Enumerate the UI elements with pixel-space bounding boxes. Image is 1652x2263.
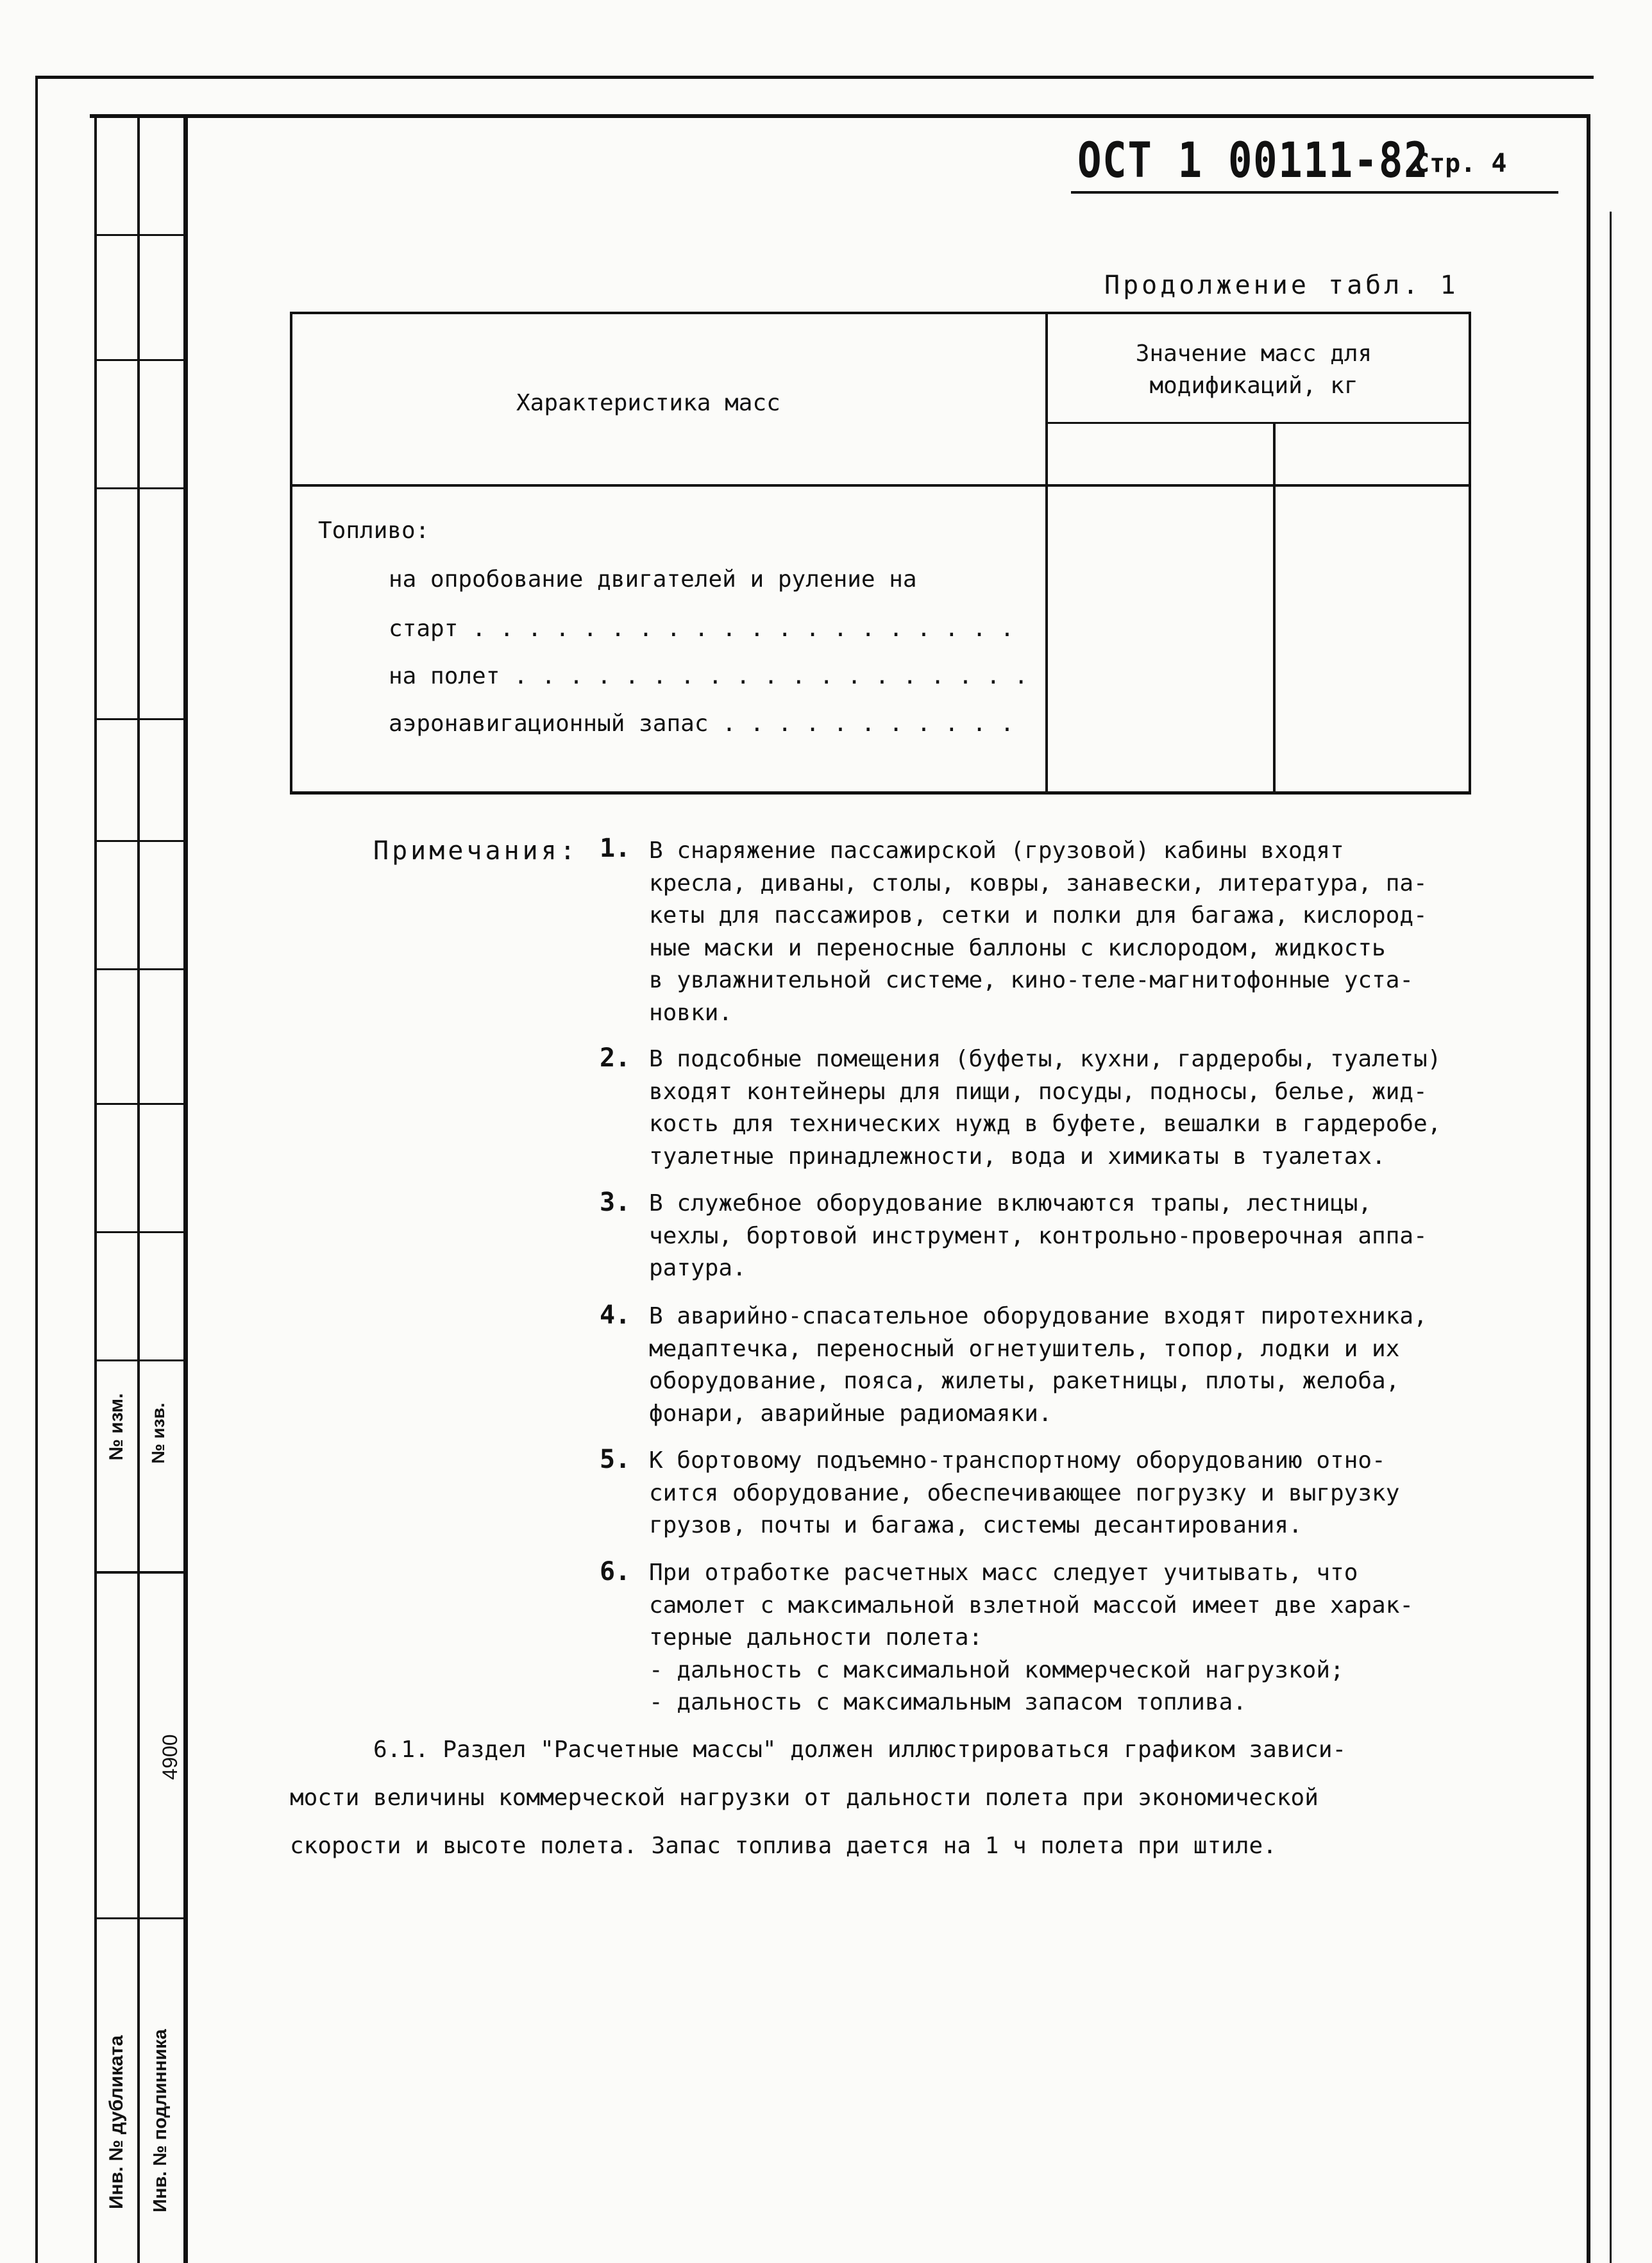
margin-col-a [94,114,97,2263]
margin-rule [94,1103,184,1105]
table-border-bottom [290,791,1471,795]
note-text: В подсобные помещения (буфеты, кухни, гардеробы, туалеты) входят контейнеры для пищи, посуды, подносы, белье, жид- кость для технических нужд в буфете, вешалки в гардеробе, туалетные принадлежности, вода и химикаты в туалетах. [649,1046,1442,1170]
page-label: Стр. 4 [1414,149,1507,178]
margin-rule [94,1571,184,1574]
margin-rule [94,718,184,720]
note-number: 6. [600,1557,631,1586]
table-subheader-rule [1045,422,1471,424]
notes-label: Примечания: [373,836,578,866]
doc-code: ОСТ 1 00111-82 [1077,131,1429,189]
margin-dublikat-label: Инв. № дубликата [106,2035,127,2209]
margin-rule [94,840,184,842]
table-subcol-divider [1273,422,1276,795]
frame-top-inner [90,114,1590,118]
table-border-left [290,312,292,795]
margin-rule [94,1359,184,1361]
table-row-flight: на полет . . . . . . . . . . . . . . . . . . . [389,663,1028,689]
margin-col-b [137,114,140,2263]
table-row-start: старт . . . . . . . . . . . . . . . . . . . . [389,616,1015,642]
margin-rule [94,1917,184,1919]
note-number: 3. [600,1188,631,1217]
note-text: При отработке расчетных масс следует учитывать, что самолет с максимальной взлетной массой имеет две харак- терные дальности полета: - дальность с максимальной коммерческой нагрузкой; - дальность с максимальным запасом топлива. [649,1560,1414,1715]
frame-left-inner [183,114,188,2263]
table-border-right [1469,312,1471,795]
table-row-fuel: Топливо: [318,517,430,544]
margin-rule [94,359,184,361]
frame-left-outer [35,76,38,2263]
margin-inv-number: 4900 [158,1734,181,1780]
margin-rule [94,968,184,970]
paragraph-line: 6.1. Раздел "Расчетные массы" должен иллюстрироваться графиком зависи- [373,1737,1347,1763]
col1-header: Характеристика масс [516,390,780,416]
note-text: В аварийно-спасательное оборудование входят пиротехника, медаптечка, переносный огнетушитель, топор, лодки и их оборудование, пояса, жилеты, ракетницы, плоты, желоба, фонари, аварийные радиомаяки. [649,1303,1428,1427]
margin-podlinnik-label: Инв. № подлинника [150,2029,171,2212]
table-col-divider [1045,312,1048,795]
frame-right [1587,114,1590,2263]
table-row-reserve: аэронавигационный запас . . . . . . . . . . . [389,711,1015,737]
table-border-header-bottom [290,484,1471,487]
frame-right-outer [1610,212,1612,2263]
margin-rule [94,487,184,489]
table-border-top [290,312,1471,314]
paragraph-line: мости величины коммерческой нагрузки от дальности полета при экономической [290,1785,1319,1811]
continuation-label: Продолжение табл. 1 [1104,271,1459,300]
note-number: 5. [600,1445,631,1474]
note-text: К бортовому подъемно-транспортному оборудованию отно- сится оборудование, обеспечивающее погрузку и выгрузку грузов, почты и багажа, системы десантирования. [649,1447,1400,1538]
note-number: 4. [600,1300,631,1330]
note-number: 2. [600,1043,631,1073]
note-text: В снаряжение пассажирской (грузовой) кабины входят кресла, диваны, столы, ковры, занавески, литература, па- кеты для пассажиров, сетки и полки для багажа, кислород- ные маски и переносные баллоны с кислородом, жидкость в увлажнительной системе, кино-теле-магнитофонные уста- новки. [649,837,1428,1026]
paragraph-line: скорости и высоте полета. Запас топлива дается на 1 ч полета при штиле. [290,1833,1277,1859]
margin-izm-label: № изм. [106,1393,127,1461]
margin-rule [94,234,184,236]
col2-header: Значение масс для модификаций, кг [1135,341,1372,399]
header-underline [1071,191,1558,194]
note-number: 1. [600,834,631,863]
table-row-engine-test: на опробование двигателей и руление на [389,566,917,593]
margin-izv-label: № изв. [148,1402,168,1464]
margin-rule [94,1231,184,1233]
frame-top-outer [35,76,1594,79]
note-text: В служебное оборудование включаются трапы, лестницы, чехлы, бортовой инструмент, контрольно-проверочная аппа- ратура. [649,1190,1428,1281]
